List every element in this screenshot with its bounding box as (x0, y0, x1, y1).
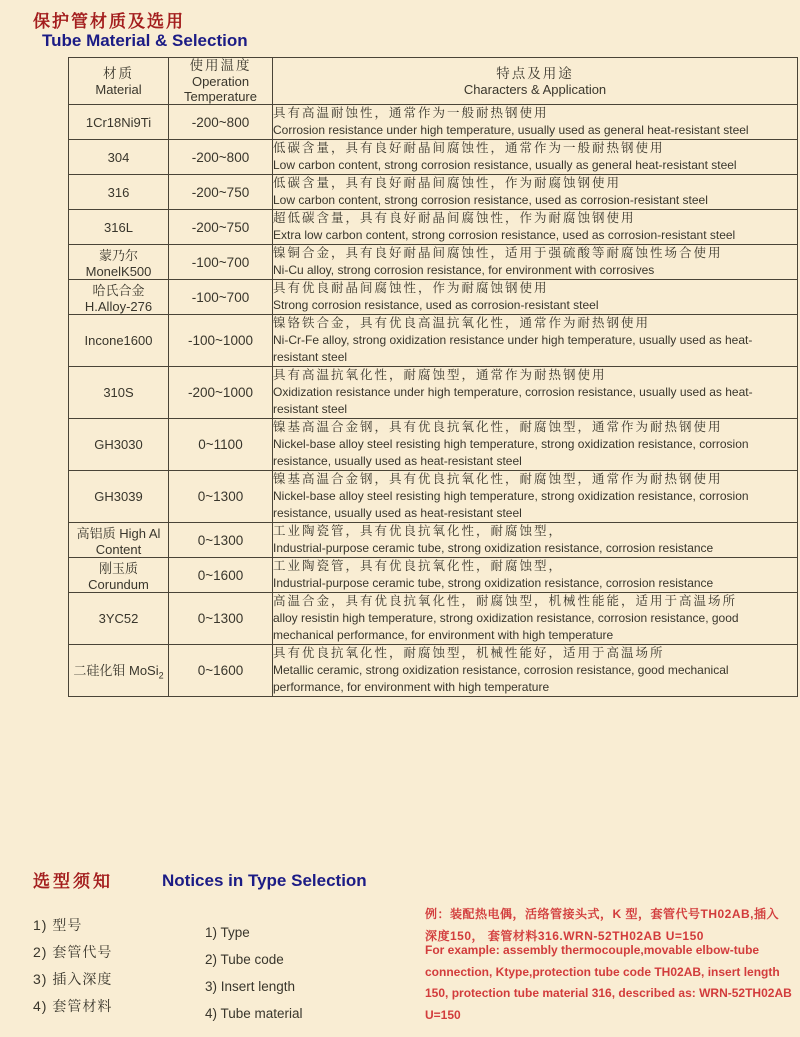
table-row (69, 471, 798, 523)
description-cell (273, 471, 798, 523)
header-characters-en: Characters & Application (463, 81, 607, 97)
notices-title-en: Notices in Type Selection (162, 871, 367, 890)
table-row (69, 645, 798, 697)
description-cn: 低碳含量，具有良好耐晶间腐蚀性，作为耐腐蚀钢使用 (273, 176, 622, 190)
description-en: Metallic ceramic, strong oxidization resistance, corrosion resistance, good mechanical performance, for environment with high temperature (273, 663, 729, 694)
description-cn: 超低碳含量，具有良好耐晶间腐蚀性，作为耐腐蚀钢使用 (273, 211, 636, 225)
description-cn: 具有高温抗氧化性，耐腐蚀型，通常作为耐热钢使用 (273, 368, 607, 382)
table-header-row (69, 58, 798, 105)
description-cell (273, 558, 798, 593)
material-name-cell: 哈氏合金 H.Alloy-276 (69, 280, 169, 315)
temperature-cell: -200~1000 (169, 367, 273, 419)
table-row (69, 367, 798, 419)
description-cell (273, 367, 798, 419)
temperature-cell: 0~1100 (169, 419, 273, 471)
description-cn: 低碳含量，具有良好耐晶间腐蚀性，通常作为一般耐热钢使用 (273, 141, 665, 155)
description-cell (273, 593, 798, 645)
table-row (69, 280, 798, 315)
material-name-cell: Incone1600 (69, 315, 169, 367)
description-en: Industrial-purpose ceramic tube, strong oxidization resistance, corrosion resistance (273, 576, 714, 590)
notice-item-en: 3) Insert length (205, 979, 296, 994)
description-cn: 镍基高温合金钢，具有优良抗氧化性，耐腐蚀型，通常作为耐热钢使用 (273, 420, 723, 434)
description-cell (273, 210, 798, 245)
header-temperature-cn: 使用温度 (189, 58, 252, 73)
description-cn: 工业陶瓷管，具有优良抗氧化性，耐腐蚀型， (273, 559, 564, 573)
material-name-cell: 304 (69, 140, 169, 175)
page-title-en: Tube Material & Selection (42, 31, 248, 50)
material-name-cell: 蒙乃尔 MonelK500 (69, 245, 169, 280)
header-characters-cn: 特点及用途 (496, 65, 574, 81)
material-table (68, 57, 798, 697)
temperature-cell: 0~1600 (169, 645, 273, 697)
notice-item-cn: 1) 型号 (33, 917, 83, 933)
example-text-en: For example: assembly thermocouple,movable elbow-tube connection, Ktype,protection tube code TH02AB, insert length 150, protection tube material 316, described as: WRN-52TH02AB U=150 (425, 943, 792, 1022)
table-row (69, 593, 798, 645)
description-en: Corrosion resistance under high temperature, usually used as general heat-resistant steel (273, 123, 749, 137)
header-characters (273, 58, 798, 105)
description-cell (273, 645, 798, 697)
description-cn: 具有优良耐晶间腐蚀性，作为耐腐蚀钢使用 (273, 281, 549, 295)
table-row (69, 558, 798, 593)
material-name-cell: 二硅化钼 MoSi$_2$ (69, 645, 169, 697)
description-en: Ni-Cr-Fe alloy, strong oxidization resistance under high temperature, usually used as heat-resistant steel (273, 333, 753, 364)
temperature-cell: -200~800 (169, 140, 273, 175)
description-en: Extra low carbon content, strong corrosion resistance, used as corrosion-resistant steel (273, 228, 736, 242)
temperature-cell: 0~1300 (169, 471, 273, 523)
material-name-cell: 316L (69, 210, 169, 245)
material-name-cell: 310S (69, 367, 169, 419)
notices-list-en (205, 919, 303, 1027)
header-material-en: Material (95, 81, 142, 97)
material-name-cell: 高铝质 High Al Content (69, 523, 169, 558)
description-cell (273, 175, 798, 210)
notice-item-cn: 2) 套管代号 (33, 944, 113, 960)
description-cn: 高温合金，具有优良抗氧化性，耐腐蚀型，机械性能能，适用于高温场所 (273, 594, 738, 608)
description-cell (273, 419, 798, 471)
description-cell (273, 523, 798, 558)
table-row (69, 140, 798, 175)
material-name-cell: GH3039 (69, 471, 169, 523)
description-cn: 镍铬铁合金，具有优良高温抗氧化性，通常作为耐热钢使用 (273, 316, 651, 330)
description-en: Oxidization resistance under high temperature, corrosion resistance, usually used as heat-resistant steel (273, 385, 753, 416)
description-en: Low carbon content, strong corrosion resistance, usually as general heat-resistant steel (273, 158, 737, 172)
temperature-cell: 0~1600 (169, 558, 273, 593)
header-temperature (169, 58, 273, 105)
temperature-cell: 0~1300 (169, 523, 273, 558)
notice-item-en: 2) Tube code (205, 952, 284, 967)
description-cell (273, 245, 798, 280)
notice-item-en: 4) Tube material (205, 1006, 303, 1021)
table-row (69, 419, 798, 471)
material-name-cell: GH3030 (69, 419, 169, 471)
header-material-cn: 材质 (103, 65, 134, 81)
description-en: alloy resistin high temperature, strong oxidization resistance, corrosion resistance, good mechanical performance, for environment with high temperature (273, 611, 739, 642)
table-row (69, 105, 798, 140)
page-title-cn: 保护管材质及选用 (33, 12, 185, 31)
material-name-cell: 1Cr18Ni9Ti (69, 105, 169, 140)
description-cn: 工业陶瓷管，具有优良抗氧化性，耐腐蚀型， (273, 524, 564, 538)
description-cn: 具有高温耐蚀性，通常作为一般耐热钢使用 (273, 106, 549, 120)
material-name-cell: 刚玉质 Corundum (69, 558, 169, 593)
description-en: Ni-Cu alloy, strong corrosion resistance, for environment with corrosives (273, 263, 655, 277)
example-text-cn: 例：装配热电偶，活络管接头式，K 型，套管代号TH02AB,插入深度150， 套管材料316.WRN-52TH02AB U=150 (425, 907, 780, 943)
description-cell (273, 105, 798, 140)
table-row (69, 245, 798, 280)
material-name-cell: 3YC52 (69, 593, 169, 645)
header-temperature-en1: Operation (191, 74, 250, 89)
description-cn: 镍基高温合金钢，具有优良抗氧化性，耐腐蚀型，通常作为耐热钢使用 (273, 472, 723, 486)
table-row (69, 315, 798, 367)
temperature-cell: -200~750 (169, 210, 273, 245)
description-cn: 具有优良抗氧化性，耐腐蚀型，机械性能好，适用于高温场所 (273, 646, 665, 660)
table-body (69, 105, 798, 697)
temperature-cell: -100~1000 (169, 315, 273, 367)
temperature-cell: -200~750 (169, 175, 273, 210)
notice-item-cn: 4) 套管材料 (33, 998, 113, 1014)
notices-list-cn (33, 912, 112, 1020)
description-en: Nickel-base alloy steel resisting high temperature, strong oxidization resistance, corrosion resistance, usually used as heat-resistant steel (273, 437, 749, 468)
description-en: Low carbon content, strong corrosion resistance, used as corrosion-resistant steel (273, 193, 708, 207)
description-en: Industrial-purpose ceramic tube, strong oxidization resistance, corrosion resistance (273, 541, 714, 555)
material-name-cell: 316 (69, 175, 169, 210)
description-cell (273, 140, 798, 175)
table-row (69, 175, 798, 210)
table-row (69, 523, 798, 558)
header-material (69, 58, 169, 105)
description-cell (273, 280, 798, 315)
temperature-cell: -200~800 (169, 105, 273, 140)
notices-title-cn: 选型须知 (33, 872, 113, 891)
description-en: Strong corrosion resistance, used as corrosion-resistant steel (273, 298, 599, 312)
description-en: Nickel-base alloy steel resisting high temperature, strong oxidization resistance, corrosion resistance, usually used as heat-resistant steel (273, 489, 749, 520)
header-temperature-en2: Temperature (184, 89, 257, 104)
description-cell (273, 315, 798, 367)
temperature-cell: 0~1300 (169, 593, 273, 645)
notice-item-en: 1) Type (205, 925, 250, 940)
temperature-cell: -100~700 (169, 280, 273, 315)
temperature-cell: -100~700 (169, 245, 273, 280)
description-cn: 镍铜合金，具有良好耐晶间腐蚀性，适用于强硫酸等耐腐蚀性场合使用 (273, 246, 723, 260)
material-subscript: 2 (158, 670, 164, 681)
table-row (69, 210, 798, 245)
notice-item-cn: 3) 插入深度 (33, 971, 113, 987)
